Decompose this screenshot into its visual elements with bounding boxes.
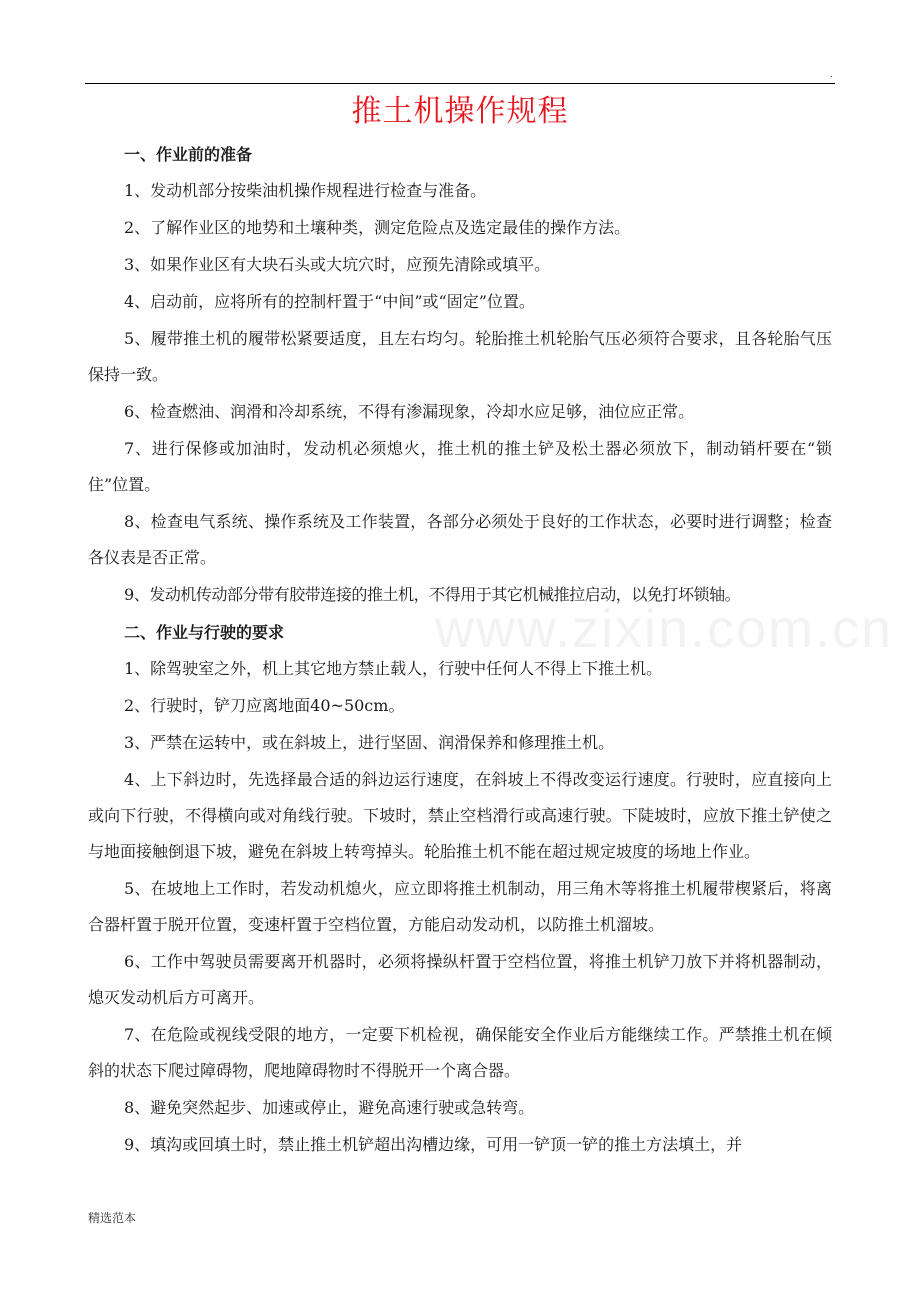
list-item: 2、了解作业区的地势和土壤种类，测定危险点及选定最佳的操作方法。 [124,218,631,237]
list-item: 3、严禁在运转中，或在斜坡上，进行坚固、润滑保养和修理推土机。 [124,733,615,752]
list-item: 5、在坡地上工作时，若发动机熄火，应立即将推土机制动，用三角木等将推土机履带楔紧后，将离合器杆置于脱开位置，变速杆置于空档位置，方能启动发动机，以防推土机溜坡。 [88,879,832,934]
list-item: 2、行驶时，铲刀应离地面40~50cm。 [124,696,405,715]
list-item: 6、工作中驾驶员需要离开机器时，必须将操纵杆置于空档位置，将推土机铲刀放下并将机器制动，熄灭发动机后方可离开。 [88,952,832,1007]
list-item: 6、检查燃油、润滑和冷却系统，不得有渗漏现象，冷却水应足够，油位应正常。 [124,402,695,421]
list-item: 1、除驾驶室之外，机上其它地方禁止载人，行驶中任何人不得上下推土机。 [124,659,663,678]
list-item: 5、履带推土机的履带松紧要适度，且左右均匀。轮胎推土机轮胎气压必须符合要求，且各轮胎气压保持一致。 [88,329,832,384]
section-heading: 二、作业与行驶的要求 [124,623,285,642]
list-item: 8、检查电气系统、操作系统及工作装置，各部分必须处于良好的工作状态，必要时进行调整；检查各仪表是否正常。 [88,512,832,567]
list-item: 7、在危险或视线受限的地方，一定要下机检视，确保能安全作业后方能继续工作。严禁推土机在倾斜的状态下爬过障碍物，爬地障碍物时不得脱开一个离合器。 [88,1025,832,1080]
header-rule [85,83,835,84]
list-item: 8、避免突然起步、加速或停止，避免高速行驶或急转弯。 [124,1098,535,1117]
watermark: www.zixin.com.cn [435,599,894,659]
header-mark: . [830,69,833,80]
list-item: 3、如果作业区有大块石头或大坑穴时，应预先清除或填平。 [124,255,551,274]
list-item: 1、发动机部分按柴油机操作规程进行检查与准备。 [124,181,487,200]
list-item: 4、上下斜边时，先选择最合适的斜边运行速度，在斜坡上不得改变运行速度。行驶时，应直接向上或向下行驶，不得横向或对角线行驶。下坡时，禁止空档滑行或高速行驶。下陡坡时，应放下推土铲使之与地面接触倒退下坡，避免在斜坡上转弯掉头。轮胎推土机不能在超过规定坡度的场地上作业。 [88,770,832,861]
list-item: 7、进行保修或加油时，发动机必须熄火，推土机的推土铲及松土器必须放下，制动销杆要在“锁住”位置。 [88,439,832,494]
list-item: 4、启动前，应将所有的控制杆置于“中间”或“固定”位置。 [124,292,535,311]
footer-label: 精选范本 [88,1211,137,1225]
list-item: 9、填沟或回填土时，禁止推土机铲超出沟槽边缘，可用一铲顶一铲的推土方法填土，并 [124,1135,743,1154]
section-operation [88,614,832,1163]
document-body [88,136,832,1164]
list-item: 9、发动机传动部分带有胶带连接的推土机，不得用于其它机械推拉启动，以免打坏锁轴。 [124,585,741,604]
document-title: 推土机操作规程 [351,94,569,129]
section-heading: 一、作业前的准备 [124,145,253,164]
section-preparation [88,136,832,613]
